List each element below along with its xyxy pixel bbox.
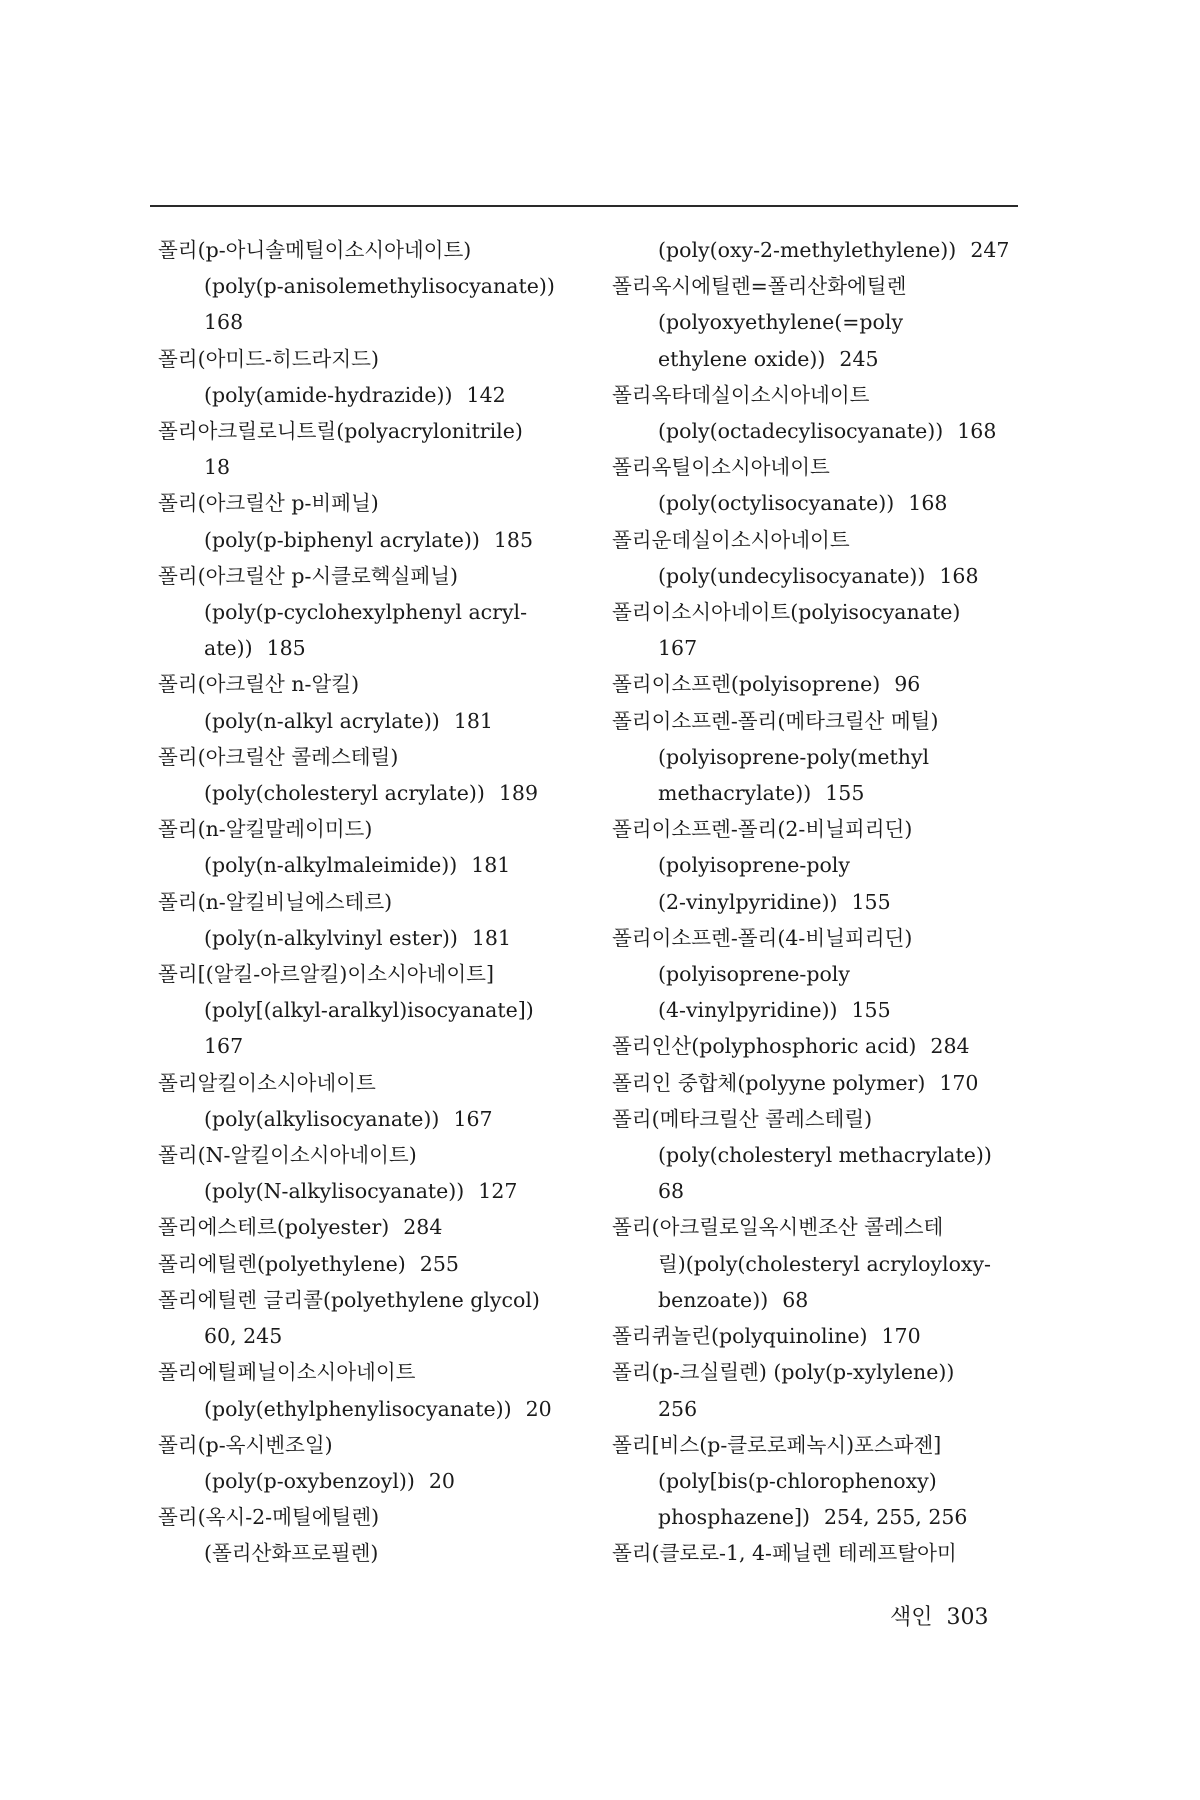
index-term-continuation: (poly(p-anisolemethylisocyanate)) <box>204 274 555 299</box>
page-reference: 155 <box>851 998 891 1023</box>
index-term: 폴리(아미드-히드라지드) <box>158 346 379 371</box>
index-entry <box>612 268 1024 377</box>
index-term-continuation: (polyoxyethylene(=poly <box>658 310 904 335</box>
index-term-continuation: (poly(undecylisocyanate)) <box>658 563 926 588</box>
index-term: 폴리[(알킬-아르알킬)이소시아네이트] <box>158 962 494 987</box>
index-entry <box>158 485 608 557</box>
page-reference: 256 <box>658 1396 698 1421</box>
index-term-continuation: (poly(p-biphenyl acrylate)) <box>204 527 480 552</box>
index-entry <box>612 449 1024 521</box>
index-term: 폴리(p-아니솔메틸이소시아네이트) <box>158 238 472 262</box>
index-entry <box>158 341 608 413</box>
page-reference: 181 <box>453 708 493 733</box>
index-term-continuation: (poly(amide-hydrazide)) <box>204 382 453 407</box>
page-reference: 20 <box>428 1468 455 1493</box>
page-number: 303 <box>946 1605 989 1630</box>
page-reference: 255 <box>419 1251 459 1276</box>
page-reference: 284 <box>403 1215 443 1240</box>
page-reference: 167 <box>658 636 698 661</box>
header-rule <box>150 205 1018 207</box>
index-term: 폴리(아크릴로일옥시벤조산 콜레스테 <box>612 1215 944 1240</box>
index-entry <box>158 232 608 341</box>
page-reference: 96 <box>894 672 921 697</box>
index-entry <box>158 1354 608 1426</box>
page-reference: 170 <box>881 1324 921 1349</box>
index-entry <box>612 377 1024 449</box>
index-entry <box>158 884 608 956</box>
index-term: 폴리(n-알킬말레이미드) <box>158 817 373 842</box>
index-entry <box>612 232 1024 268</box>
index-term-continuation: (polyisoprene-poly <box>658 962 850 987</box>
index-term-continuation: (poly(n-alkyl acrylate)) <box>204 708 440 733</box>
index-term-continuation: 릴)(poly(cholesteryl acryloyloxy- <box>658 1251 991 1276</box>
index-entry <box>158 1282 608 1354</box>
index-term: 폴리인 중합체(polyyne polymer) <box>612 1070 926 1095</box>
index-term-continuation: (poly[bis(p-chlorophenoxy) <box>658 1468 937 1493</box>
page-reference: 142 <box>466 382 506 407</box>
index-entry <box>612 1209 1024 1318</box>
index-term: 폴리(N-알킬이소시아네이트) <box>158 1143 417 1168</box>
index-entry <box>158 1065 608 1137</box>
index-term: 폴리[비스(p-클로로페녹시)포스파젠] <box>612 1432 942 1457</box>
index-term: 폴리운데실이소시아네이트 <box>612 527 850 552</box>
index-term: 폴리(아크릴산 p-비페닐) <box>158 491 379 516</box>
page-reference: 181 <box>471 925 512 950</box>
index-entry <box>612 522 1024 594</box>
footer-label: 색인 <box>890 1605 933 1630</box>
index-term: 폴리에틸렌 글리콜(polyethylene glycol) <box>158 1287 540 1312</box>
index-term-continuation: (polyisoprene-poly <box>658 853 850 878</box>
index-term: 폴리에틸페닐이소시아네이트 <box>158 1360 416 1385</box>
index-term: 폴리(아크릴산 콜레스테릴) <box>158 744 399 769</box>
index-entry <box>612 703 1024 812</box>
page-reference: 245 <box>839 346 879 371</box>
index-entry <box>612 1028 1024 1064</box>
index-term: 폴리알킬이소시아네이트 <box>158 1070 376 1095</box>
index-term-continuation: ate)) <box>204 636 253 661</box>
index-term-continuation: (poly(N-alkylisocyanate)) <box>204 1179 465 1204</box>
index-term-continuation: (4-vinylpyridine)) <box>658 998 838 1023</box>
index-term: 폴리이소프렌(polyisoprene) <box>612 672 881 697</box>
index-term: 폴리옥타데실이소시아네이트 <box>612 382 870 407</box>
index-term: 폴리퀴놀린(polyquinoline) <box>612 1324 868 1349</box>
index-term-continuation: (poly(octylisocyanate)) <box>658 491 895 516</box>
page-reference: 167 <box>204 1034 244 1059</box>
index-term: 폴리인산(polyphosphoric acid) <box>612 1034 917 1059</box>
page-reference: 181 <box>471 853 511 878</box>
index-term-continuation: (poly(cholesteryl methacrylate)) <box>658 1143 992 1168</box>
index-entry <box>612 1065 1024 1101</box>
index-column-left <box>158 232 608 1572</box>
page-reference: 155 <box>825 781 865 806</box>
page-reference: 254, 255, 256 <box>824 1505 968 1530</box>
index-entry <box>612 1354 1024 1426</box>
page-reference: 168 <box>939 563 979 588</box>
index-term: 폴리에스테르(polyester) <box>158 1215 390 1240</box>
index-term-continuation: benzoate)) <box>658 1287 769 1312</box>
index-term: 폴리(클로로-1, 4-페닐렌 테레프탈아미 <box>612 1541 957 1566</box>
index-entry <box>612 1318 1024 1354</box>
index-entry <box>612 1427 1024 1536</box>
index-term: 폴리(아크릴산 p-시클로헥실페닐) <box>158 563 458 588</box>
index-entry <box>612 1101 1024 1210</box>
index-entry <box>158 413 608 485</box>
index-term-continuation: (폴리산화프로필렌) <box>204 1541 379 1566</box>
index-term: 폴리옥틸이소시아네이트 <box>612 455 830 480</box>
page-reference: 189 <box>498 781 539 806</box>
page-reference: 20 <box>525 1396 552 1421</box>
index-entry <box>158 739 608 811</box>
index-term: 폴리옥시에틸렌=폴리산화에틸렌 <box>612 274 907 299</box>
page-reference: 185 <box>493 527 534 552</box>
page-footer <box>890 1600 989 1631</box>
index-column-right <box>612 232 1024 1572</box>
index-term: 폴리이소프렌-폴리(4-비닐피리딘) <box>612 925 913 950</box>
page-reference: 168 <box>204 310 244 335</box>
index-term-continuation: (poly(p-oxybenzoyl)) <box>204 1468 415 1493</box>
page-reference: 247 <box>970 238 1010 262</box>
index-term-continuation: (poly(cholesteryl acrylate)) <box>204 781 485 806</box>
index-term: 폴리(n-알킬비닐에스테르) <box>158 889 393 914</box>
index-term: 폴리이소시아네이트(polyisocyanate) <box>612 600 961 625</box>
index-term-continuation: (poly(oxy-2-methylethylene)) <box>658 238 957 262</box>
page-reference: 170 <box>939 1070 979 1095</box>
index-entry <box>158 666 608 738</box>
index-term: 폴리이소프렌-폴리(메타크릴산 메틸) <box>612 708 939 733</box>
index-term: 폴리(p-옥시벤조일) <box>158 1432 333 1457</box>
index-entry <box>612 594 1024 666</box>
index-entry <box>612 920 1024 1029</box>
index-entry <box>158 956 608 1065</box>
index-term: 폴리이소프렌-폴리(2-비닐피리딘) <box>612 817 913 842</box>
index-term: 폴리에틸렌(polyethylene) <box>158 1251 406 1276</box>
index-entry <box>158 1209 608 1245</box>
index-term: 폴리(메타크릴산 콜레스테릴) <box>612 1106 873 1131</box>
index-entry <box>158 1246 608 1282</box>
index-term-continuation: (poly(ethylphenylisocyanate)) <box>204 1396 512 1421</box>
index-entry <box>612 811 1024 920</box>
index-term: 폴리(p-크실릴렌) (poly(p-xylylene)) <box>612 1360 955 1385</box>
page-reference: 68 <box>658 1179 685 1204</box>
index-term-continuation: (poly(octadecylisocyanate)) <box>658 419 944 444</box>
page-reference: 185 <box>266 636 306 661</box>
index-term-continuation: (poly(n-alkylmaleimide)) <box>204 853 458 878</box>
index-term: 폴리아크릴로니트릴(polyacrylonitrile) <box>158 419 523 444</box>
index-term-continuation: (polyisoprene-poly(methyl <box>658 744 930 769</box>
page-reference: 60, 245 <box>204 1324 283 1349</box>
index-entry <box>612 1535 1024 1571</box>
page-reference: 168 <box>908 491 948 516</box>
page-reference: 155 <box>851 889 891 914</box>
index-entry <box>158 811 608 883</box>
index-entry <box>158 1499 608 1571</box>
index-term-continuation: ethylene oxide)) <box>658 346 826 371</box>
index-term-continuation: (poly(n-alkylvinyl ester)) <box>204 925 458 950</box>
index-term-continuation: (poly(alkylisocyanate)) <box>204 1106 440 1131</box>
page-reference: 127 <box>478 1179 518 1204</box>
index-term-continuation: (poly[(alkyl-aralkyl)isocyanate]) <box>204 998 534 1023</box>
page-reference: 68 <box>782 1287 809 1312</box>
index-entry <box>158 558 608 667</box>
index-entry <box>612 666 1024 702</box>
page-reference: 284 <box>930 1034 970 1059</box>
index-entry <box>158 1427 608 1499</box>
page-reference: 18 <box>204 455 231 480</box>
index-term-continuation: phosphazene]) <box>658 1505 810 1530</box>
index-term-continuation: (poly(p-cyclohexylphenyl acryl- <box>204 600 528 625</box>
page-reference: 168 <box>957 419 997 444</box>
index-entry <box>158 1137 608 1209</box>
index-term-continuation: methacrylate)) <box>658 781 812 806</box>
index-term: 폴리(아크릴산 n-알킬) <box>158 672 360 697</box>
index-term-continuation: (2-vinylpyridine)) <box>658 889 838 914</box>
page-reference: 167 <box>453 1106 493 1131</box>
index-term: 폴리(옥시-2-메틸에틸렌) <box>158 1505 380 1530</box>
